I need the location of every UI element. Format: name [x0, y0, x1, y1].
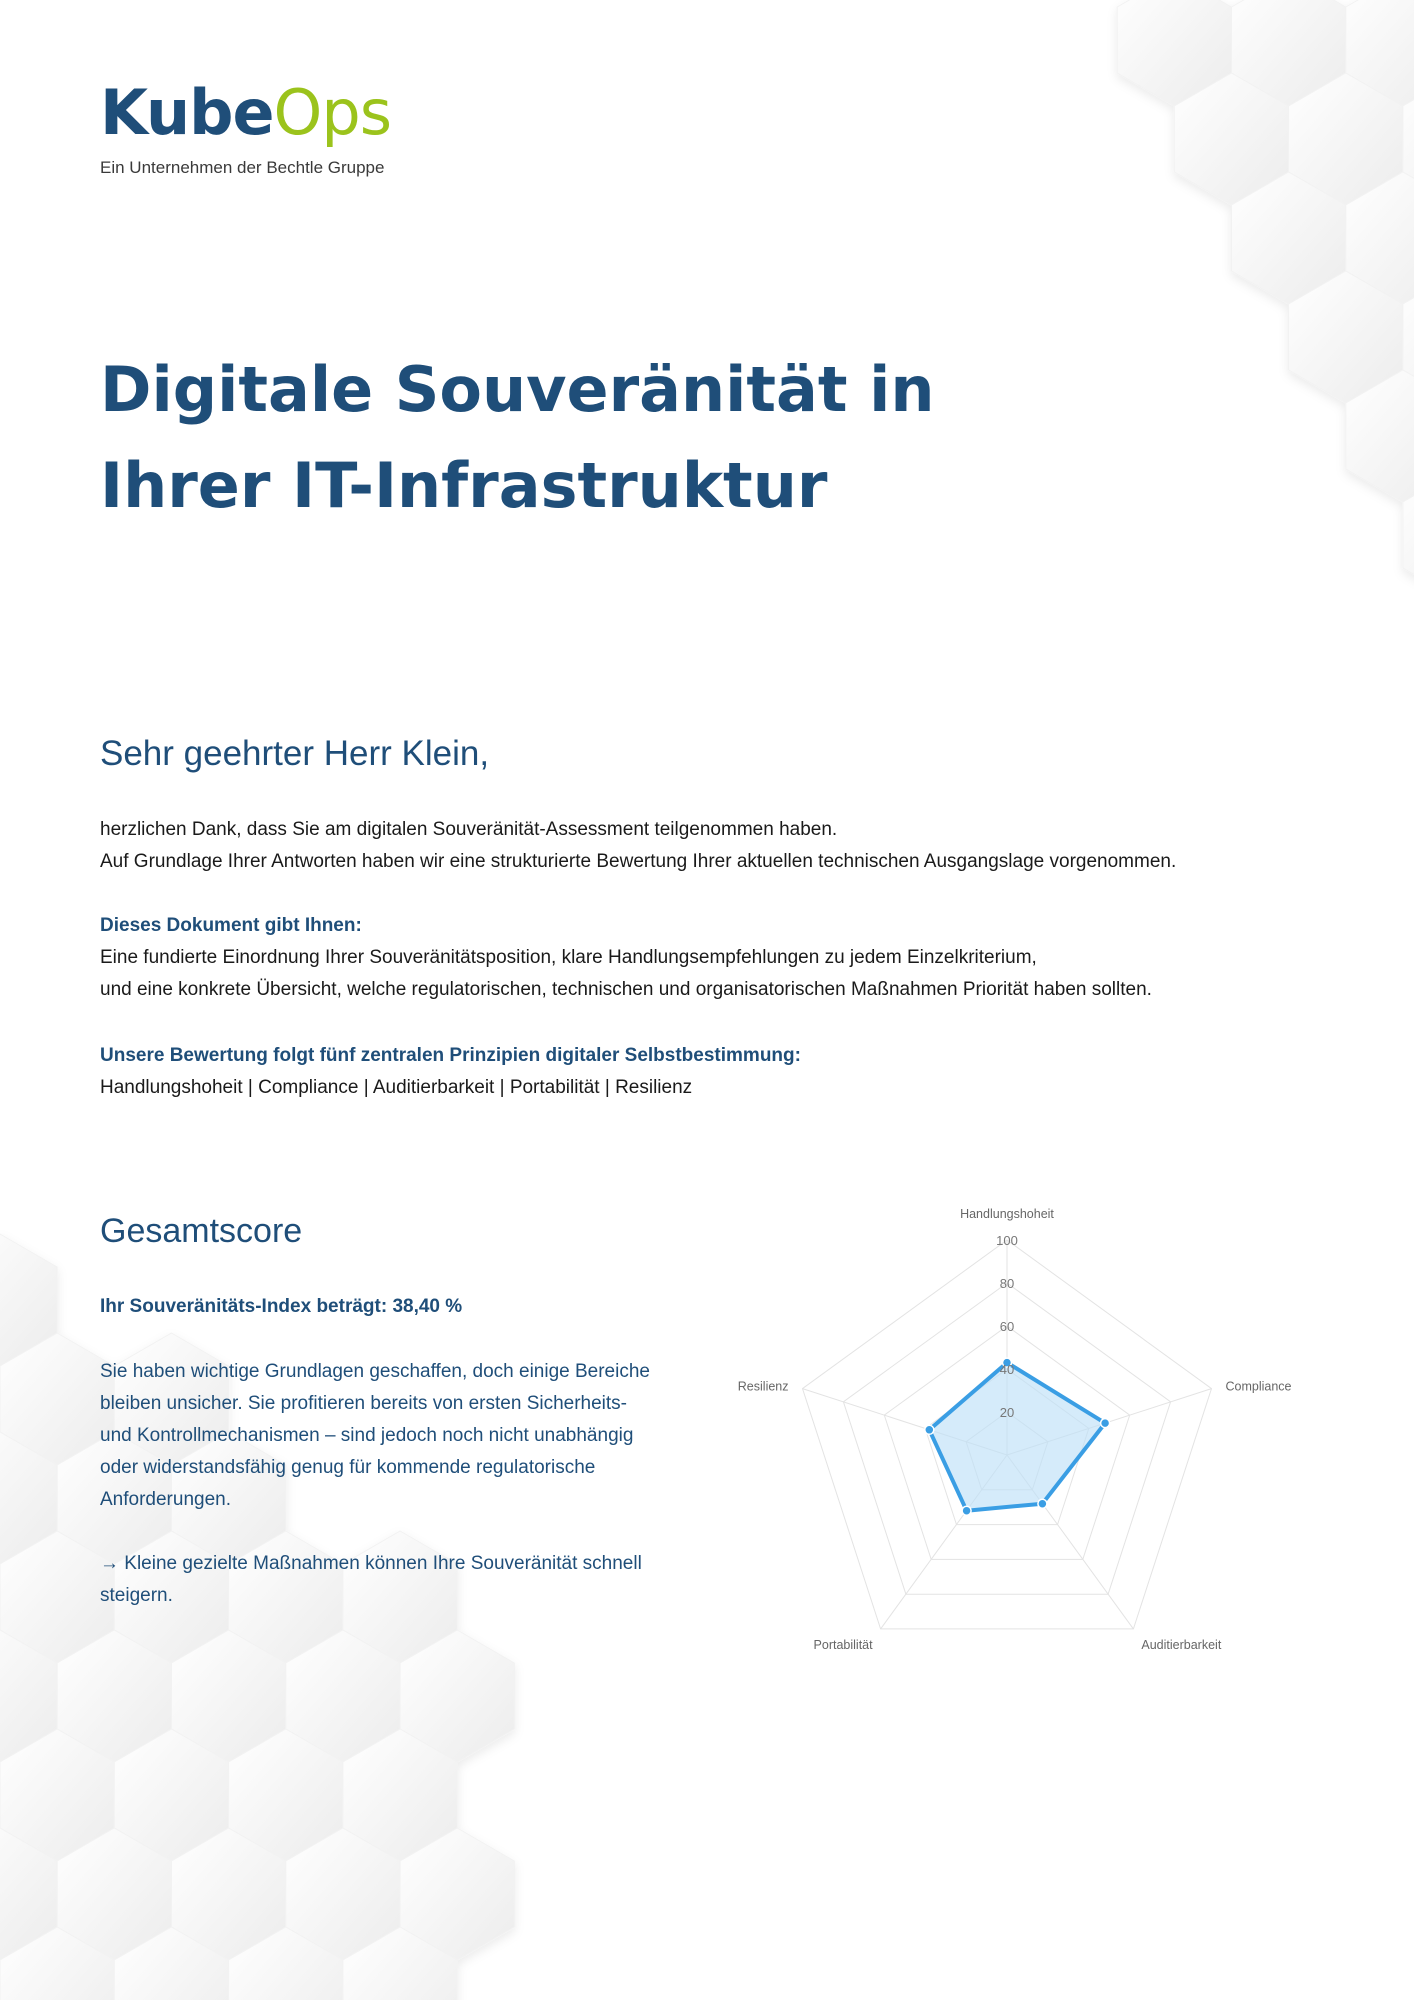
- radar-chart: [700, 1195, 1320, 1675]
- radar-point-resilienz: [925, 1425, 934, 1434]
- radar-tick-label: 20: [999, 1405, 1015, 1420]
- intro-paragraph: [100, 814, 1340, 878]
- score-call-to-action: → Kleine gezielte Maßnahmen können Ihre Souveränität schnell steigern.: [100, 1553, 642, 1606]
- radar-axis-label-compliance: Compliance: [1225, 1379, 1292, 1394]
- greeting: Sehr geehrter Herr Klein,: [100, 734, 490, 773]
- score-description: Sie haben wichtige Grundlagen geschaffen, doch einige Bereiche bleiben unsicher. Sie profitieren bereits von ersten Sicherheits- und Kontrollmechanismen – sind jedoch noch nicht unabhängig oder widerstandsfähig genug für kommende regulatorische Anforderungen.: [100, 1361, 650, 1510]
- intro-line-1: herzlichen Dank, dass Sie am digitalen Souveränität-Assessment teilgenommen haben.: [100, 819, 838, 840]
- radar-series-area: [929, 1363, 1105, 1511]
- radar-tick-label: 100: [996, 1233, 1018, 1248]
- document-info-heading: Dieses Dokument gibt Ihnen:: [100, 915, 362, 936]
- score-index: Ihr Souveränitäts-Index beträgt: 38,40 %: [100, 1296, 463, 1317]
- document-info: [100, 910, 1340, 1006]
- radar-axis-label-handlungshoheit: Handlungshoheit: [960, 1207, 1054, 1221]
- radar-point-auditierbarkeit: [1038, 1499, 1047, 1508]
- document-title: Digitale Souveränität in Ihrer IT-Infrastruktur: [100, 353, 935, 522]
- logo-word-ops: Ops: [273, 76, 391, 149]
- kubeops-logo: [100, 76, 391, 178]
- logo-tagline: Ein Unternehmen der Bechtle Gruppe: [100, 158, 385, 177]
- principles: [100, 1040, 1340, 1104]
- logo-word-kube: Kube: [100, 76, 274, 149]
- principles-heading: Unsere Bewertung folgt fünf zentralen Prinzipien digitaler Selbstbestimmung:: [100, 1045, 801, 1066]
- logo-wordmark: [100, 76, 391, 149]
- radar-tick-label: 60: [999, 1319, 1015, 1334]
- radar-axis-label-portabilität: Portabilität: [813, 1637, 873, 1652]
- radar-tick-label: 40: [999, 1362, 1015, 1377]
- radar-point-compliance: [1101, 1419, 1110, 1428]
- intro-line-2: Auf Grundlage Ihrer Antworten haben wir eine strukturierte Bewertung Ihrer aktuellen technischen Ausgangslage vorgenommen.: [100, 851, 1177, 872]
- document-info-line-2: und eine konkrete Übersicht, welche regulatorischen, technischen und organisatorischen Maßnahmen Priorität haben sollten.: [100, 979, 1152, 1000]
- radar-point-portabilität: [962, 1506, 971, 1515]
- radar-tick-label: 80: [999, 1276, 1015, 1291]
- radar-axis-label-auditierbarkeit: Auditierbarkeit: [1141, 1637, 1222, 1652]
- radar-axis-label-resilienz: Resilienz: [737, 1379, 789, 1394]
- score-heading: Gesamtscore: [100, 1212, 303, 1250]
- document-info-line-1: Eine fundierte Einordnung Ihrer Souveränitätsposition, klare Handlungsempfehlungen zu jedem Einzelkriterium,: [100, 947, 1037, 968]
- principles-list: Handlungshoheit | Compliance | Auditierbarkeit | Portabilität | Resilienz: [100, 1077, 693, 1098]
